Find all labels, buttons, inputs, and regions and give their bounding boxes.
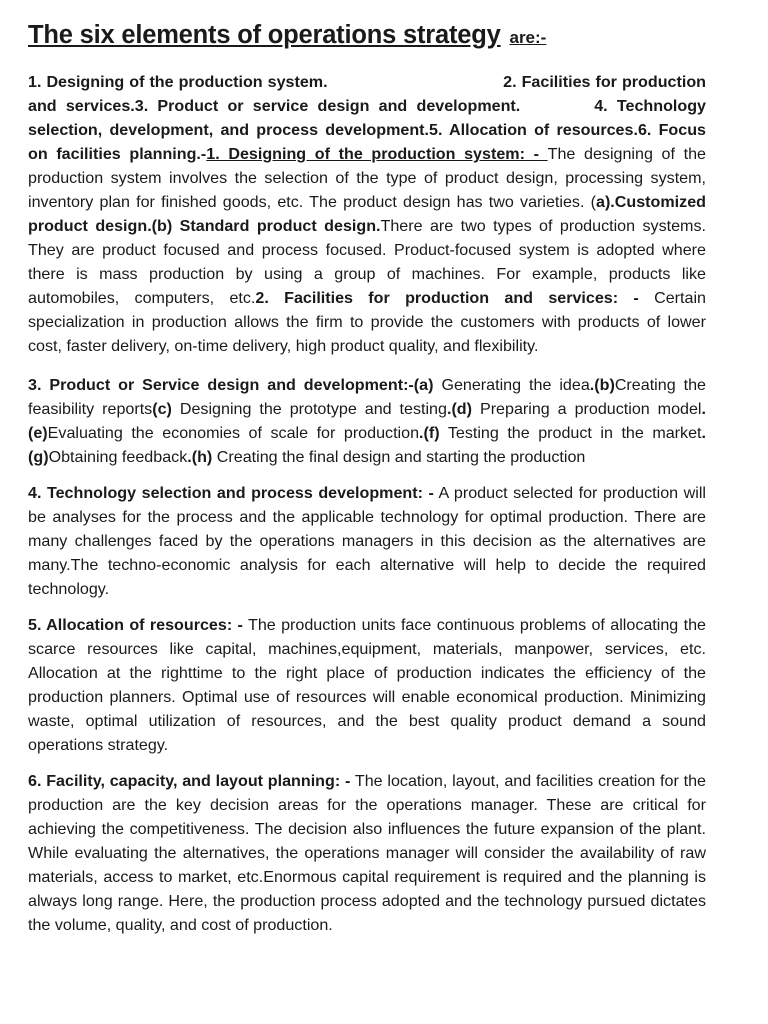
section-6-text: The location, layout, and facilities creation for the production are the key decision areas for the operations manager. These are critical for achieving the competitiveness. The decision also influences the future expansion of the plant. While evaluating the alternatives, the operations manager will consider the availability of raw materials, access to market, etc.Enormous capital requirement is required and the planning is always long range. Here, the production process adopted and the technology pursued dictates the volume, quality, and cost of production. [28, 772, 706, 934]
step-text: Creating the final design and starting the production [216, 448, 586, 466]
step-label: (c) [152, 400, 172, 418]
section-2-text: Certain specialization in production allows the firm to provide the customers with products of lower cost, faster delivery, on-time delivery, high product quality, and flexibility. [28, 289, 706, 355]
section-2-heading: 2. Facilities for production and services: - [255, 289, 639, 307]
section-4-heading: 4. Technology selection and process development: - [28, 484, 434, 502]
element-1: 1. Designing of the production system. [28, 73, 328, 91]
step-text: Preparing a production model [479, 400, 702, 418]
step-label: .(d) [446, 400, 472, 418]
element-4: 4. Technology selection, development, and process development. [28, 97, 706, 139]
intro-paragraph [28, 70, 706, 358]
element-3: 3. Product or service design and development. [134, 97, 521, 115]
step-label: .(g) [28, 424, 706, 466]
section-6-heading: 6. Facility, capacity, and layout planning: - [28, 772, 351, 790]
section-6-paragraph [28, 769, 706, 937]
section-5-text: The production units face continuous problems of allocating the scarce resources like capital, machines,equipment, materials, manpower, services, etc. Allocation at the righttime to the right place of production indicates the efficiency of the production planners. Optimal use of resources will enable economical production. Minimizing waste, optimal utilization of resources, and the best quality product demand a sound operations strategy. [28, 616, 706, 754]
section-5-paragraph [28, 613, 706, 757]
section-3-paragraph [28, 373, 706, 469]
step-text: Designing the prototype and testing [179, 400, 447, 418]
step-text: Creating the feasibility reports [28, 376, 706, 418]
title-main: The six elements of operations strategy [28, 21, 501, 49]
step-text: Generating the idea [441, 376, 590, 394]
step-text: Evaluating the economies of scale for production [47, 424, 420, 442]
step-label: .(h) [187, 448, 213, 466]
element-6: 6. Focus on facilities planning.- [28, 121, 706, 163]
section-1-text-a: The designing of the production system involves the selection of the type of product design, processing system, inventory plan for finished goods, etc. The product design has two varieties. ( [28, 145, 706, 211]
step-label: .(f) [419, 424, 440, 442]
step-text: Testing the product in the market [447, 424, 702, 442]
section-1-text-b: There are two types of production systems. They are product focused and process focused. Product-focused system is adopted where there is mass production by using a group of machines. For example, products like automobiles, computers, etc. [28, 217, 706, 307]
step-label: (a) [413, 376, 434, 394]
section-4-text: A product selected for production will be analyses for the process and the applicable technology for optimal production. There are many challenges faced by the operations managers in this decision as the alternatives are many.The techno-economic analysis for each alternative will help to decide the required technology. [28, 484, 706, 598]
section-3-heading: 3. Product or Service design and development:- [28, 376, 414, 394]
element-2: 2. Facilities for production and services. [28, 73, 706, 115]
page-title [28, 14, 706, 56]
title-suffix: are:- [509, 28, 547, 47]
step-label: .(e) [28, 400, 706, 442]
section-4-paragraph [28, 481, 706, 601]
step-text: Obtaining feedback [48, 448, 188, 466]
element-5: 5. Allocation of resources. [429, 121, 638, 139]
step-label: .(b) [589, 376, 615, 394]
section-5-heading: 5. Allocation of resources: - [28, 616, 243, 634]
section-1-varieties: a).Customized product design.(b) Standard product design. [28, 193, 706, 235]
section-1-heading: 1. Designing of the production system: - [206, 145, 539, 163]
